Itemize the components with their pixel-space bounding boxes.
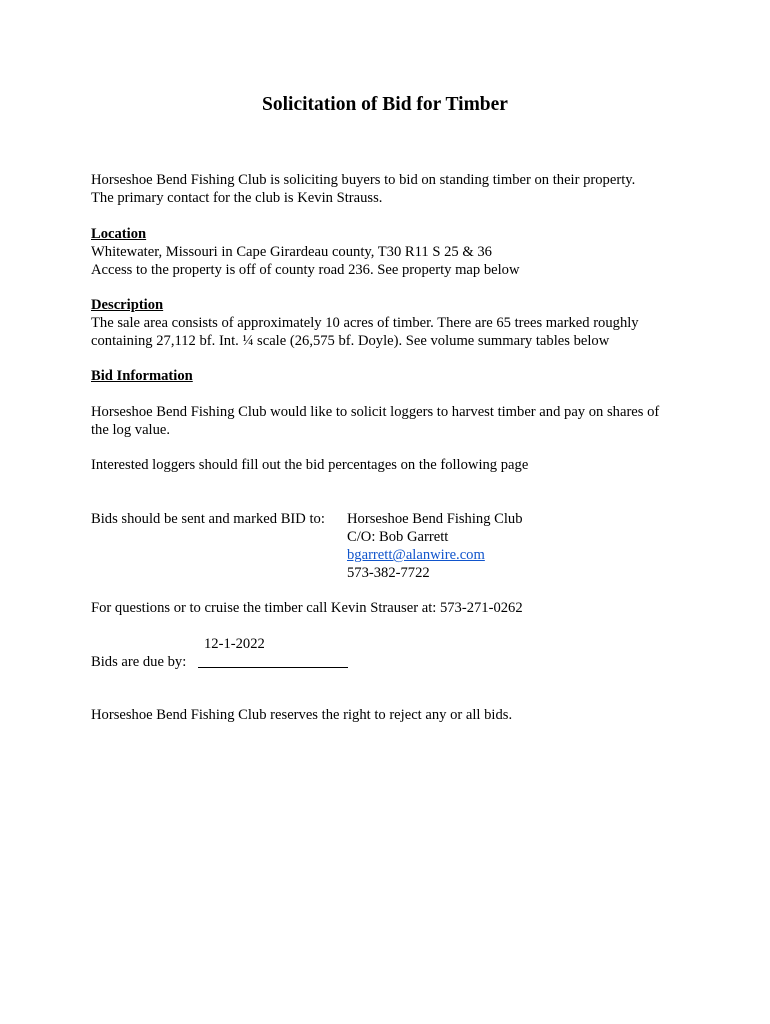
questions-line: For questions or to cruise the timber call Kevin Strauser at: 573-271-0262 — [91, 600, 523, 616]
send-to-email-link[interactable]: bgarrett@alanwire.com — [347, 547, 485, 563]
interested-line: Interested loggers should fill out the bid percentages on the following page — [91, 457, 529, 473]
location-heading: Location — [91, 226, 147, 242]
bid-information-heading-block — [91, 367, 711, 385]
location-line: Whitewater, Missouri in Cape Girardeau county, T30 R11 S 25 & 36 — [91, 244, 492, 260]
description-line: containing 27,112 bf. Int. ¼ scale (26,575 bf. Doyle). See volume summary tables below — [91, 333, 610, 349]
send-to-name: Horseshoe Bend Fishing Club — [347, 511, 523, 527]
intro-line: Horseshoe Bend Fishing Club is soliciting buyers to bid on standing timber on their property. — [91, 172, 636, 188]
bid-information-paragraph — [91, 403, 711, 439]
interested-paragraph — [91, 456, 711, 474]
send-to-care-of: C/O: Bob Garrett — [347, 529, 449, 545]
reserves-paragraph — [91, 706, 711, 724]
bid-information-line: Horseshoe Bend Fishing Club would like to solicit loggers to harvest timber and pay on shares of — [91, 404, 660, 420]
description-section — [91, 296, 711, 350]
reserves-line: Horseshoe Bend Fishing Club reserves the right to reject any or all bids. — [91, 707, 513, 723]
due-date-label: Bids are due by: — [91, 654, 187, 670]
due-date-value: 12-1-2022 — [204, 636, 265, 652]
due-date-underline — [198, 667, 348, 668]
description-heading: Description — [91, 297, 164, 313]
intro-paragraph — [91, 171, 711, 207]
location-line: Access to the property is off of county road 236. See property map below — [91, 262, 520, 278]
intro-line: The primary contact for the club is Kevin Strauss. — [91, 190, 383, 206]
description-line: The sale area consists of approximately 10 acres of timber. There are 65 trees marked roughly — [91, 315, 639, 331]
location-section — [91, 225, 711, 279]
send-to-phone: 573-382-7722 — [347, 565, 430, 581]
send-to-label: Bids should be sent and marked BID to: — [91, 511, 325, 527]
document-title: Solicitation of Bid for Timber — [262, 94, 508, 115]
bid-information-heading: Bid Information — [91, 368, 193, 384]
send-to-address — [347, 510, 523, 582]
bid-information-line: the log value. — [91, 422, 171, 438]
questions-paragraph — [91, 599, 711, 617]
